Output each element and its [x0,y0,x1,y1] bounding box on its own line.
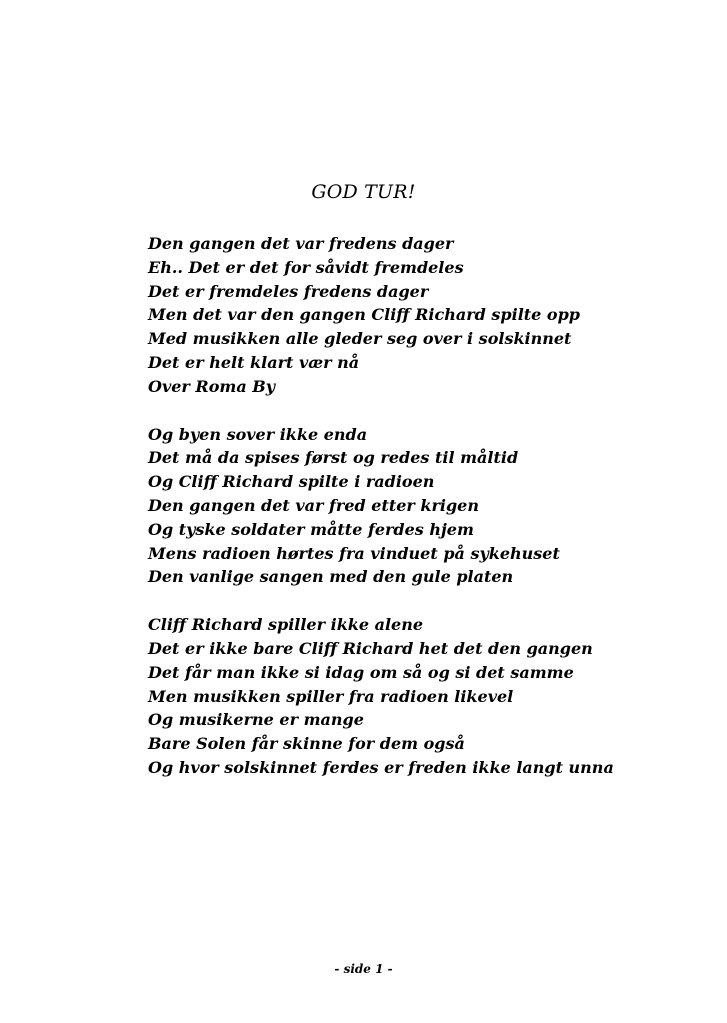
poem-line: Og Cliff Richard spilte i radioen [148,472,435,492]
poem-line: Med musikken alle gleder seg over i solskinnet [148,329,572,349]
poem-line: Det får man ikke si idag om så og si det samme [148,662,574,682]
stanza-2 [148,423,708,590]
poem-line: Men musikken spiller fra radioen likevel [148,686,514,706]
poem-line: Cliff Richard spiller ikke alene [148,615,424,635]
stanza-3 [148,613,708,780]
poem-line: Eh.. Det er det for såvidt fremdeles [148,257,464,277]
poem-line: Den gangen det var fredens dager [148,234,454,253]
poem-line: Det er ikke bare Cliff Richard het det den gangen [148,638,593,658]
poem-line: Den gangen det var fred etter krigen [148,495,479,515]
poem-body [148,232,708,804]
page-number: - side 1 - [334,962,393,976]
poem-line: Det er fremdeles fredens dager [148,281,429,301]
poem-line: Bare Solen får skinne for dem også [148,734,465,754]
poem-line: Mens radioen hørtes fra vinduet på sykehuset [148,543,560,563]
poem-line: Det må da spises først og redes til måltid [148,448,519,468]
poem-line: Den vanlige sangen med den gule platen [148,567,514,587]
poem-line: Og hvor solskinnet ferdes er freden ikke langt unna [148,757,614,777]
poem-line: Men det var den gangen Cliff Richard spilte opp [148,305,580,325]
poem-title: GOD TUR! [311,181,416,203]
poem-line: Det er helt klart vær nå [148,352,360,372]
poem-line: Over Roma By [148,376,276,396]
poem-line: Og byen sover ikke enda [148,424,368,444]
poem-line: Og tyske soldater måtte ferdes hjem [148,519,474,539]
poem-line: Og musikerne er mange [148,710,364,730]
stanza-1 [148,232,708,399]
